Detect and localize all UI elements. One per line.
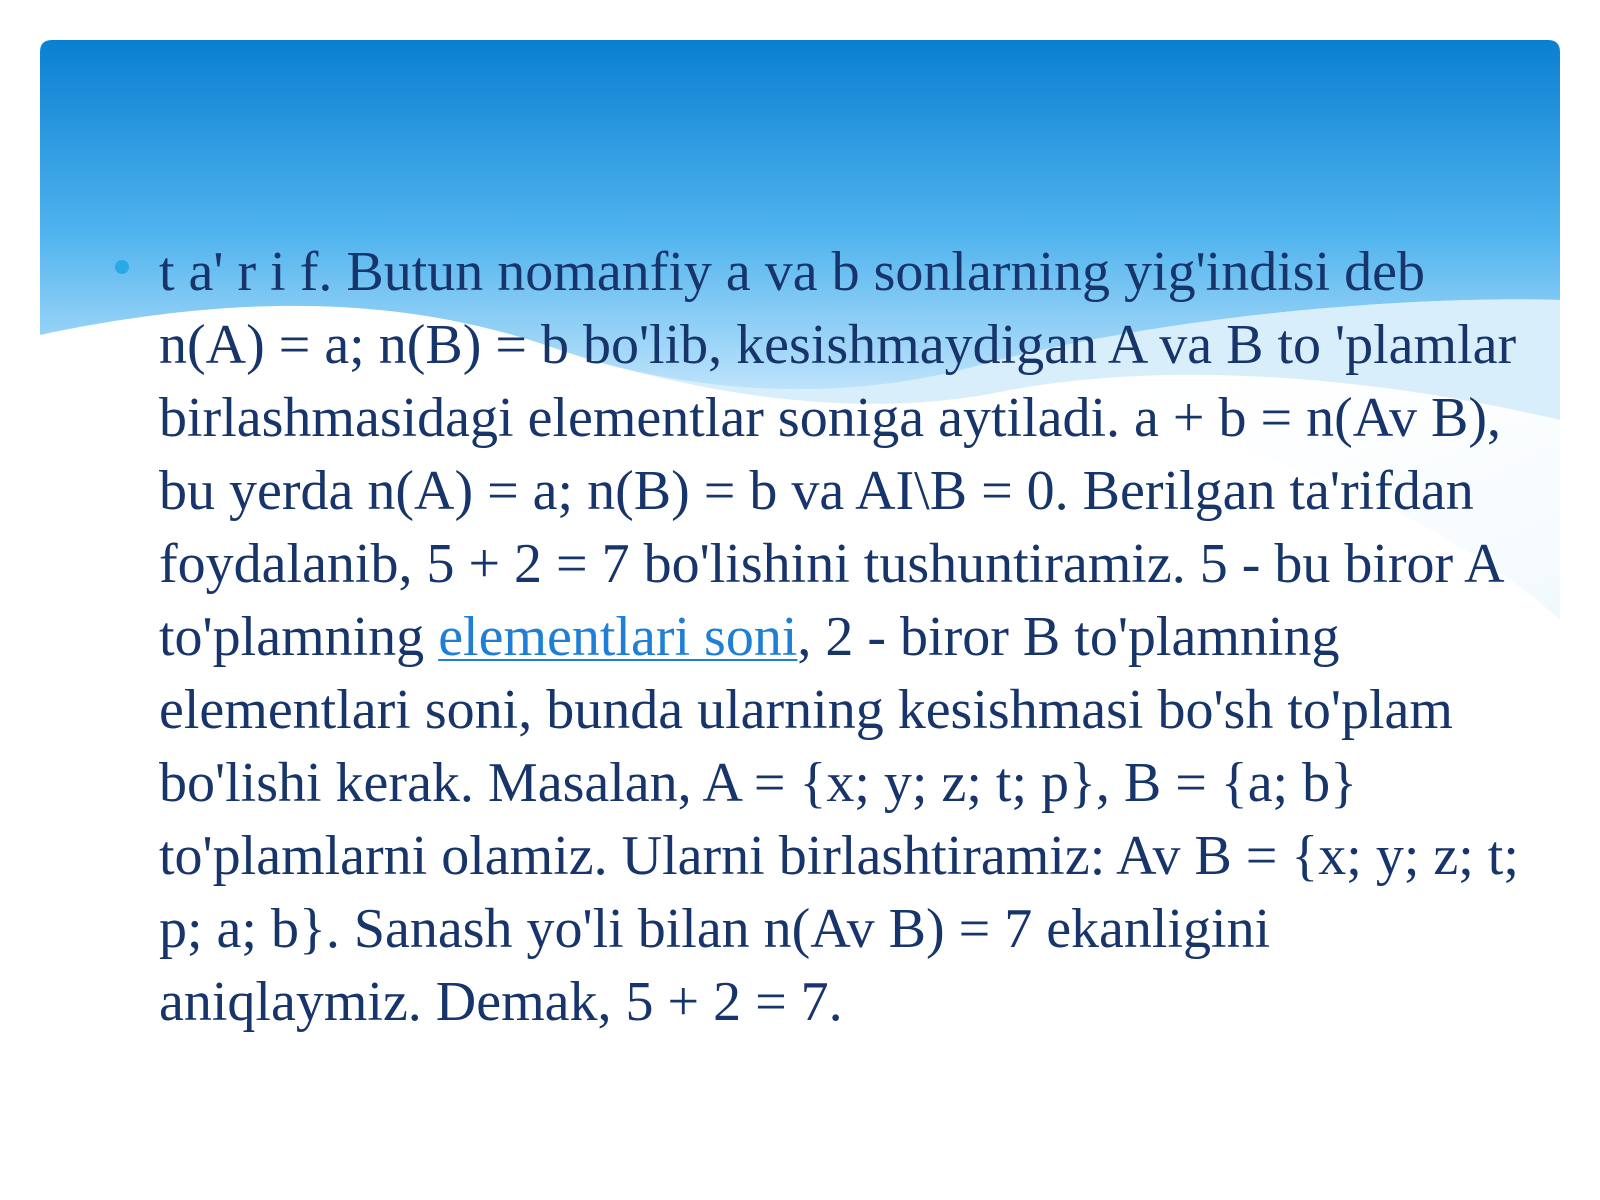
bullet-icon	[115, 260, 129, 274]
slide-body	[115, 236, 1519, 1039]
elementlari-soni-link[interactable]: elementlari soni	[438, 606, 798, 668]
paragraph-text-part-1: t a' r i f. Butun nomanfiy a va b sonlarning yig'indisi deb n(A) = a; n(B) = b bo'lib, kesishmaydigan A va B to 'plamlar birlashmasidagi elementlar soniga aytiladi. a + b = n(Av B), bu yerda n(A) = a; n(B) = b va AI\B = 0. Berilgan ta'rifdan foydalanib, 5 + 2 = 7 bo'lishini tushuntiramiz. 5 - bu biror A to'plamning	[159, 241, 1517, 668]
paragraph-text-part-2: , 2 - biror B to'plamning elementlari soni, bunda ularning kesishmasi bo'sh to'plam bo'lishi kerak. Masalan, A = {x; y; z; t; p}, B = {a; b} to'plamlarni olamiz. Ularni birlashtiramiz: Av B = {x; y; z; t; p; a; b}. Sanash yo'li bilan n(Av B) = 7 ekanligini aniqlaymiz. Demak, 5 + 2 = 7.	[159, 606, 1519, 1033]
bullet-item	[115, 236, 1519, 1039]
definition-paragraph	[159, 236, 1519, 1039]
